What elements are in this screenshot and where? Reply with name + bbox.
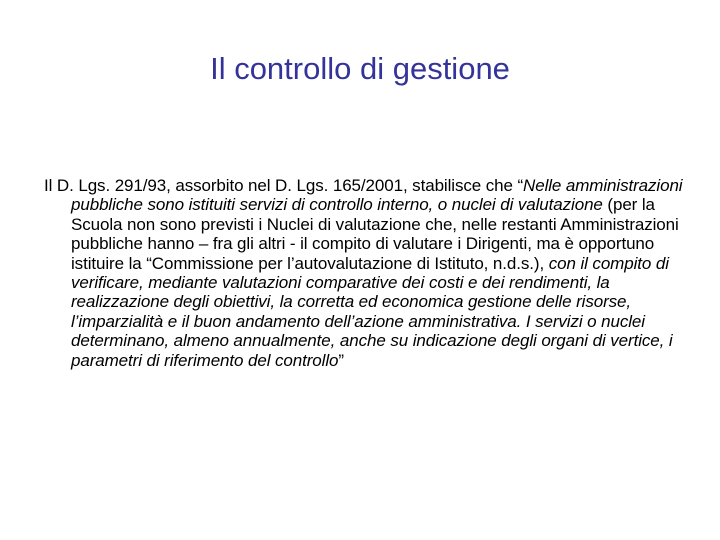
body-text-plain-2: (per la Scuola non sono previsti i Nuclei di valutazione che, nelle restanti Amministrazioni pubbliche hanno – fra gli altri - il compito di valutare i Dirigenti, ma è opportuno istituire la “Commissione per l’autovalutazione di Istituto, n.d.s.), — [71, 195, 679, 273]
body-paragraph — [44, 176, 703, 370]
body-text-closing-quote: ” — [338, 350, 344, 370]
body-text-italic-2: con il compito di verificare, mediante valutazioni comparative dei costi e dei rendimenti, la realizzazione degli obiettivi, la corretta ed economica gestione delle risorse, l’imparzialità e il buon andamento dell’azione amministrativa. I servizi o nuclei determinano, almeno annualmente, anche su indicazione degli organi di vertice, i parametri di riferimento del controllo — [71, 253, 673, 370]
slide-title: Il controllo di gestione — [210, 51, 510, 86]
body-text-italic-1: Nelle amministrazioni pubbliche sono istituiti servizi di controllo interno, o nuclei di valutazione — [71, 176, 683, 215]
body-text-plain-1: Il D. Lgs. 291/93, assorbito nel D. Lgs. 165/2001, stabilisce che “ — [44, 176, 524, 195]
